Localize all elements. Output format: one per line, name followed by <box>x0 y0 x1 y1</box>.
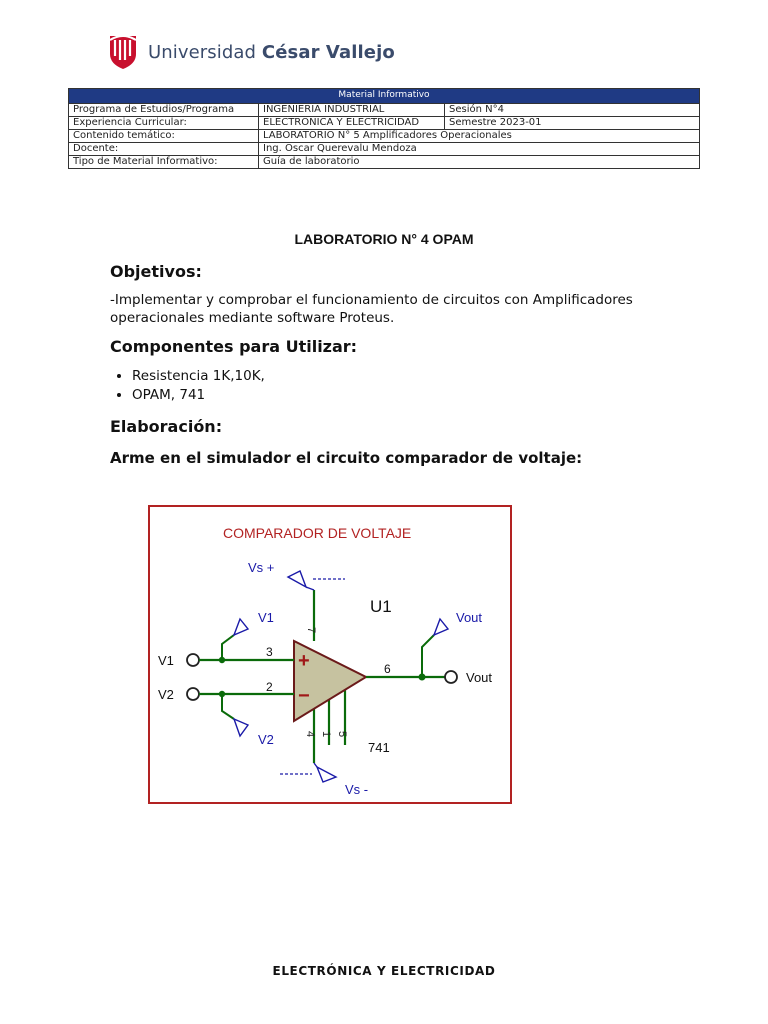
table-value: ELECTRONICA Y ELECTRICIDAD <box>259 117 445 130</box>
svg-text:V1: V1 <box>158 653 174 668</box>
svg-text:Vout: Vout <box>456 610 483 625</box>
table-label: Programa de Estudios/Programa <box>69 104 259 117</box>
table-value: LABORATORIO N° 5 Amplificadores Operacionales <box>259 130 700 143</box>
svg-text:Vout: Vout <box>466 670 493 685</box>
table-row <box>69 104 700 117</box>
svg-text:3: 3 <box>266 645 273 659</box>
plus-sign: + <box>298 650 310 672</box>
list-item: • Resistencia 1K,10K, <box>132 367 265 386</box>
svg-text:Vs +: Vs + <box>248 560 275 575</box>
table-value: Ing. Oscar Querevalu Mendoza <box>259 143 700 156</box>
table-label: Experiencia Curricular: <box>69 117 259 130</box>
elaboration-heading: Elaboración: <box>110 417 223 436</box>
svg-text:2: 2 <box>266 680 273 694</box>
svg-text:V1: V1 <box>258 610 274 625</box>
table-extra: Semestre 2023-01 <box>445 117 700 130</box>
components-list <box>110 367 265 405</box>
designator: U1 <box>370 597 392 616</box>
objectives-heading: Objetivos: <box>110 262 202 281</box>
instruction-text: Arme en el simulador el circuito comparador de voltaje: <box>110 449 583 467</box>
pin-5-label: 5 <box>336 731 348 738</box>
table-value: INGENIERIA INDUSTRIAL <box>259 104 445 117</box>
objectives-text: -Implementar y comprobar el funcionamiento de circuitos con Amplificadores operacionales mediante software Proteus. <box>110 292 633 326</box>
university-logo <box>108 34 395 70</box>
material-info-table <box>68 88 700 169</box>
list-item: • OPAM, 741 <box>132 386 265 405</box>
table-extra: Sesión N°4 <box>445 104 700 117</box>
table-row <box>69 143 700 156</box>
footer-course-name: ELECTRÓNICA Y ELECTRICIDAD <box>272 964 496 978</box>
table-row <box>69 156 700 169</box>
svg-text:7: 7 <box>305 627 317 634</box>
voltage-comparator-circuit <box>148 505 512 804</box>
university-name: Universidad César Vallejo <box>148 41 395 63</box>
table-row <box>69 117 700 130</box>
table-label: Contenido temático: <box>69 130 259 143</box>
circuit-frame <box>149 506 511 803</box>
university-shield-icon <box>108 34 138 70</box>
part-number: 741 <box>368 740 390 755</box>
pin-1-label: 1 <box>320 731 332 738</box>
table-value: Guía de laboratorio <box>259 156 700 169</box>
table-heading: Material Informativo <box>69 89 700 104</box>
svg-text:V2: V2 <box>258 732 274 747</box>
table-label: Docente: <box>69 143 259 156</box>
table-row <box>69 130 700 143</box>
minus-sign: − <box>298 685 310 707</box>
svg-text:6: 6 <box>384 662 391 676</box>
circuit-title: COMPARADOR DE VOLTAJE <box>223 525 412 541</box>
svg-text:Vs -: Vs - <box>345 782 369 797</box>
svg-text:4: 4 <box>304 731 316 738</box>
document-title: LABORATORIO N° 4 OPAM <box>294 231 474 247</box>
svg-text:V2: V2 <box>158 687 174 702</box>
table-label: Tipo de Material Informativo: <box>69 156 259 169</box>
components-heading: Componentes para Utilizar: <box>110 337 358 356</box>
